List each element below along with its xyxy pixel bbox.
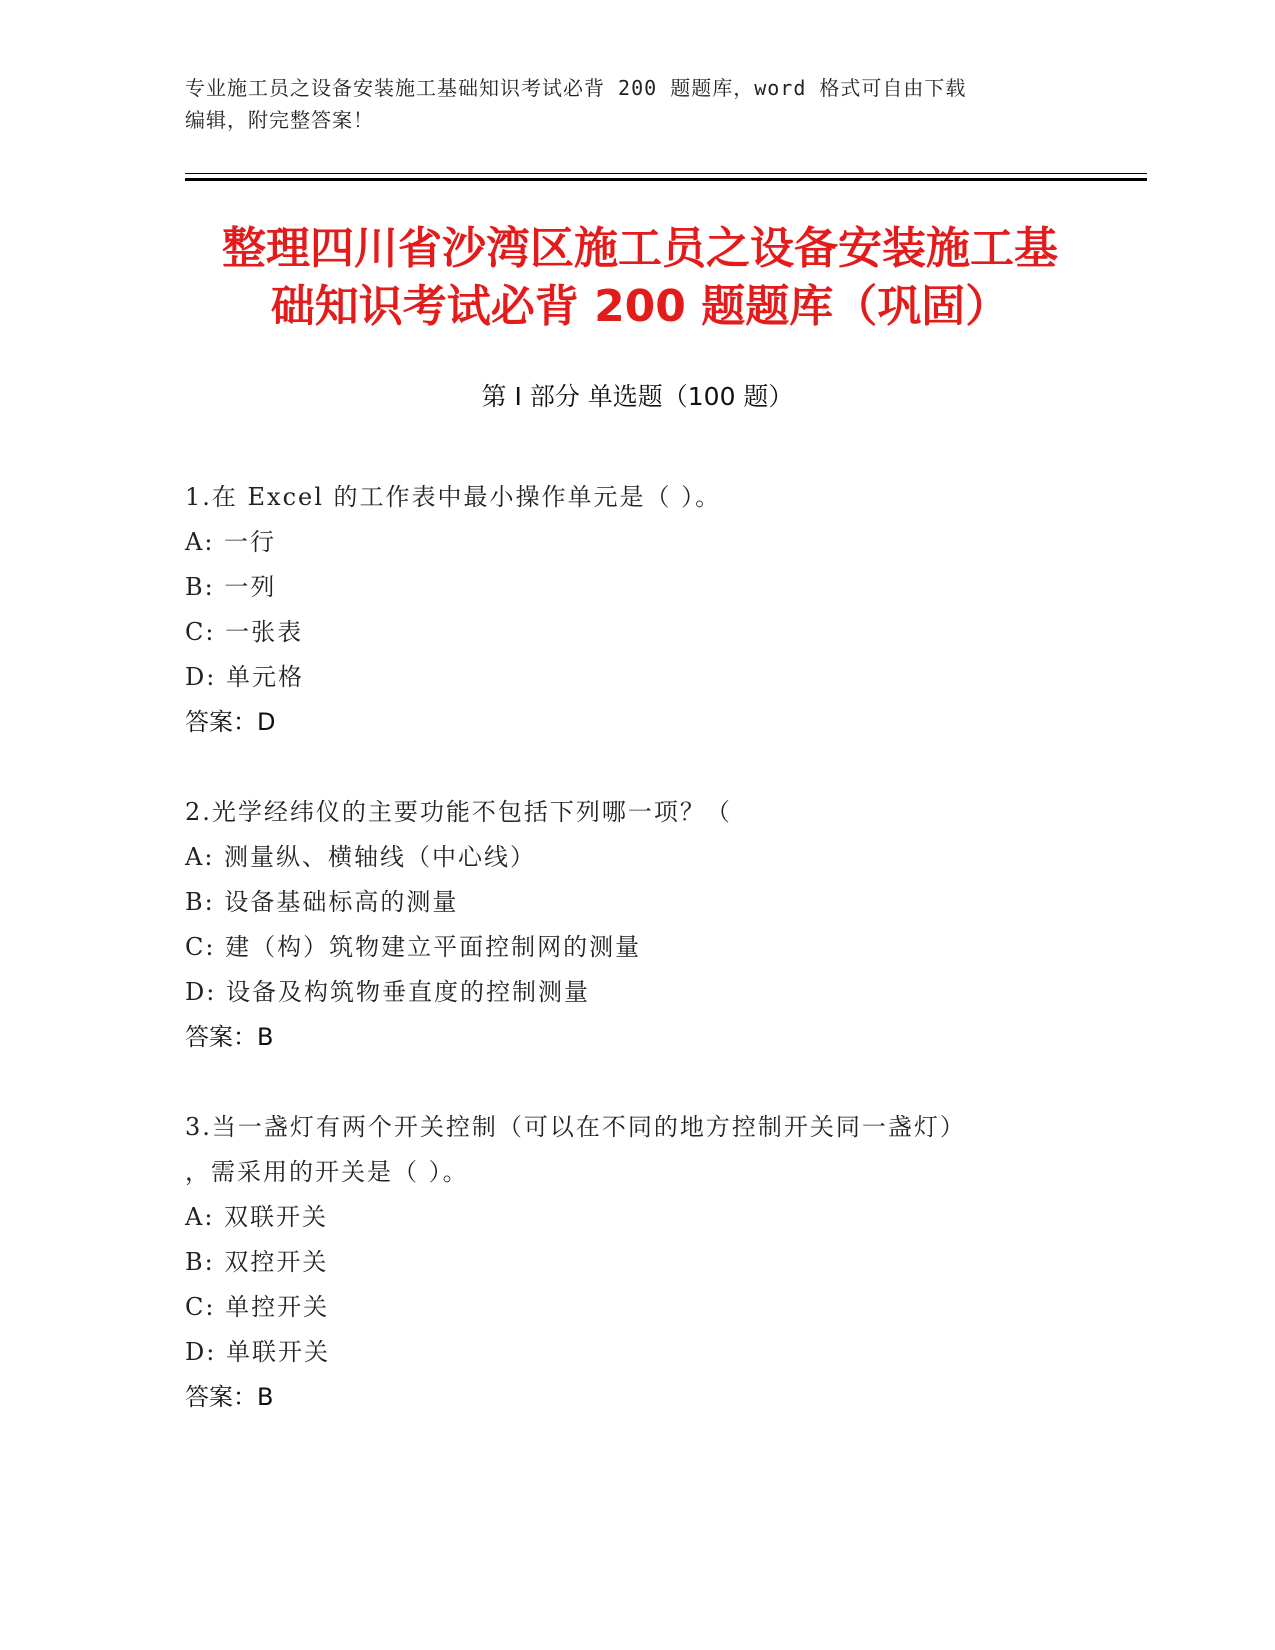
header-divider-thin: [185, 173, 1147, 174]
option-c: C: 建（构）筑物建立平面控制网的测量: [185, 933, 642, 961]
option-a: A: 双联开关: [185, 1203, 329, 1231]
document-title-line-1: 整理四川省沙湾区施工员之设备安装施工基: [222, 223, 1058, 274]
option-d: D: 单联开关: [185, 1338, 330, 1366]
question-text: 2.光学经纬仪的主要功能不包括下列哪一项？（: [185, 798, 732, 826]
option-d: D: 设备及构筑物垂直度的控制测量: [185, 978, 590, 1006]
option-d: D: 单元格: [185, 663, 304, 691]
option-c: C: 单控开关: [185, 1293, 330, 1321]
header-divider-thick: [185, 178, 1147, 181]
option-a: A: 测量纵、横轴线（中心线）: [185, 843, 537, 871]
header-note-line-1: 专业施工员之设备安装施工基础知识考试必背 200 题题库，word 格式可自由下载: [185, 76, 967, 100]
question-3: [185, 1105, 1115, 1420]
question-text: 1.在 Excel 的工作表中最小操作单元是（ ）。: [185, 483, 722, 511]
header-note-line-2: 编辑，附完整答案！: [185, 108, 374, 132]
section-title: 第 I 部分 单选题（100 题）: [481, 382, 794, 411]
question-text-line-1: 3.当一盏灯有两个开关控制（可以在不同的地方控制开关同一盏灯）: [185, 1113, 966, 1141]
option-b: B: 一列: [185, 573, 277, 601]
header-note: [185, 72, 1095, 136]
document-title: [130, 220, 1150, 336]
question-list: [185, 475, 1115, 1465]
answer: 答案：D: [185, 708, 276, 736]
answer: 答案：B: [185, 1023, 274, 1051]
option-c: C: 一张表: [185, 618, 304, 646]
question-1: [185, 475, 1115, 745]
answer: 答案：B: [185, 1383, 274, 1411]
question-2: [185, 790, 1115, 1060]
question-text-line-2: ，需采用的开关是（ ）。: [185, 1158, 469, 1186]
option-b: B: 双控开关: [185, 1248, 329, 1276]
document-title-line-2: 础知识考试必背 200 题题库（巩固）: [270, 281, 1010, 332]
option-a: A: 一行: [185, 528, 277, 556]
option-b: B: 设备基础标高的测量: [185, 888, 459, 916]
